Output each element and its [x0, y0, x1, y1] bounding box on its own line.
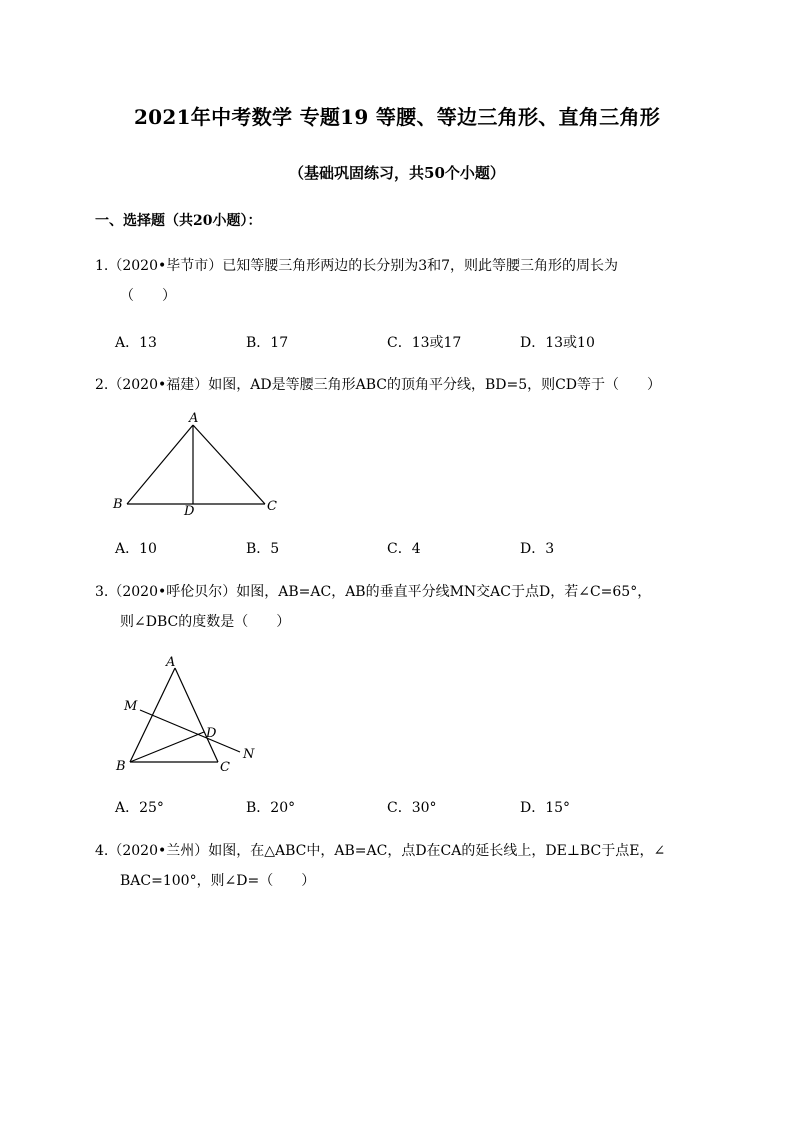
line-mn	[140, 710, 240, 752]
question-2-text: 2.（2020•福建）如图，AD是等腰三角形ABC的顶角平分线，BD=5，则CD等于（ ）	[95, 377, 662, 393]
option-d: D．3	[520, 541, 555, 557]
question-3-figure	[108, 648, 268, 778]
option-b: B．17	[246, 335, 289, 351]
question-2	[95, 370, 715, 400]
label-n: N	[243, 747, 255, 762]
option-a: A．10	[115, 541, 157, 557]
label-b: B	[113, 497, 123, 512]
option-c: C．13或17	[387, 335, 462, 351]
label-b: B	[116, 759, 126, 774]
question-4	[95, 836, 715, 896]
document-subtitle: （基础巩固练习，共50个小题）	[289, 164, 505, 182]
option-d: D．13或10	[520, 335, 595, 351]
label-c: C	[267, 499, 277, 514]
question-1	[95, 251, 715, 311]
option-c: C．30°	[387, 800, 437, 816]
option-c: C．4	[387, 541, 421, 557]
label-a: A	[166, 655, 176, 670]
question-4-text: 4.（2020•兰州）如图，在△ABC中，AB=AC，点D在CA的延长线上，DE⊥BC于点E，∠	[95, 843, 666, 859]
question-1-text: 1.（2020•毕节市）已知等腰三角形两边的长分别为3和7，则此等腰三角形的周长为	[95, 258, 619, 274]
question-3-text-cont: 则∠DBC的度数是（ ）	[120, 614, 291, 630]
segment-bd	[130, 732, 204, 762]
question-4-text-cont: BAC=100°，则∠D=（ ）	[120, 873, 316, 889]
question-3	[95, 577, 715, 637]
option-a: A．13	[115, 335, 157, 351]
option-b: B．20°	[246, 800, 296, 816]
label-m: M	[124, 699, 138, 714]
option-b: B．5	[246, 541, 280, 557]
label-d: D	[206, 726, 217, 741]
label-d: D	[184, 504, 195, 519]
question-2-figure	[105, 410, 295, 520]
segment-ac	[193, 425, 265, 504]
segment-ac	[175, 668, 218, 762]
label-c: C	[220, 760, 230, 775]
document-title: 2021年中考数学 专题19 等腰、等边三角形、直角三角形	[133, 105, 661, 129]
section-heading: 一、选择题（共20小题）：	[95, 213, 262, 229]
label-a: A	[189, 411, 199, 426]
question-3-text: 3.（2020•呼伦贝尔）如图，AB=AC，AB的垂直平分线MN交AC于点D，若∠C=65°，	[95, 584, 652, 600]
question-1-paren: （ ）	[120, 288, 176, 304]
segment-ab	[127, 425, 193, 504]
option-d: D．15°	[520, 800, 571, 816]
option-a: A．25°	[115, 800, 164, 816]
